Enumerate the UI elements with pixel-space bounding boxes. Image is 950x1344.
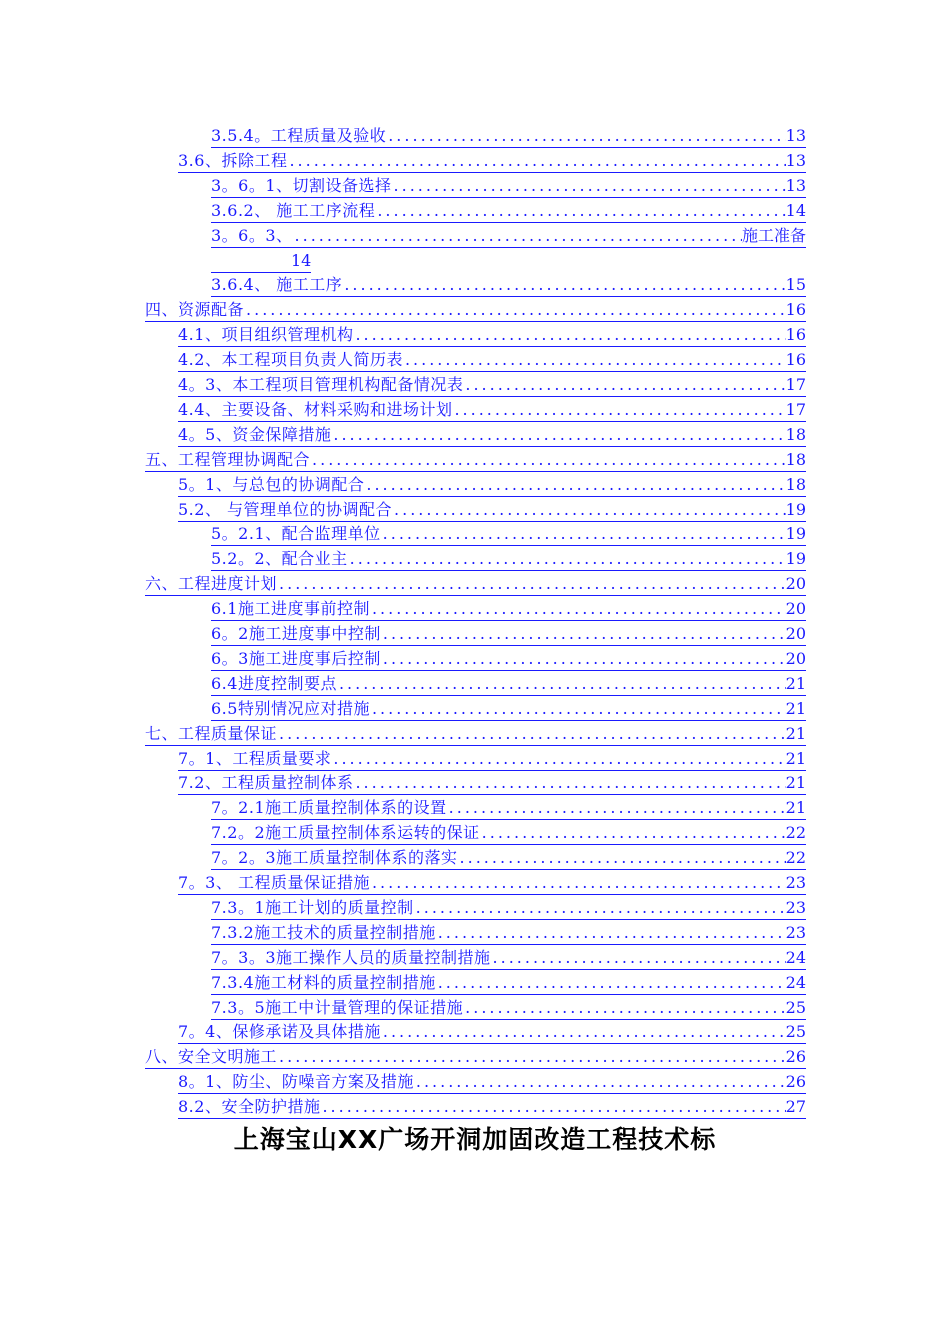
toc-page-number: 25	[785, 997, 806, 1017]
toc-entry-label-continuation: 施工准备	[741, 225, 806, 245]
toc-dot-leader	[370, 697, 786, 721]
toc-entry-label: 8.2、安全防护措施	[178, 1097, 321, 1117]
toc-page-number: 21	[785, 698, 806, 718]
toc-dot-leader	[463, 373, 785, 397]
toc-dot-leader	[381, 522, 786, 546]
toc-page-number: 24	[785, 972, 806, 992]
toc-dot-leader	[353, 771, 785, 795]
toc-page-number: 13	[785, 150, 806, 170]
toc-entry-label: 五、工程管理协调配合	[145, 449, 311, 469]
toc-entry-label: 六、工程进度计划	[145, 574, 278, 594]
toc-entry-label: 4.4、主要设备、材料采购和进场计划	[178, 399, 453, 419]
toc-dot-leader	[337, 672, 786, 696]
toc-entry[interactable]	[211, 971, 806, 995]
toc-entry-label: 3.5.4。工程质量及验收	[211, 126, 387, 145]
toc-page-number: 14	[785, 200, 806, 220]
toc-entry[interactable]	[178, 498, 806, 522]
toc-page-number: 20	[785, 624, 806, 643]
toc-entry[interactable]	[211, 622, 806, 646]
toc-entry[interactable]	[211, 597, 806, 621]
toc-dot-leader	[436, 971, 786, 995]
toc-dot-leader	[403, 348, 786, 372]
toc-entry-label: 6。3施工进度事后控制	[211, 648, 381, 668]
toc-entry[interactable]	[178, 149, 806, 173]
toc-entry[interactable]	[178, 373, 806, 397]
toc-dot-leader	[244, 298, 786, 322]
toc-entry-label: 7.2。2施工质量控制体系运转的保证	[211, 823, 480, 843]
toc-entry[interactable]	[211, 697, 806, 721]
toc-page-number: 23	[785, 922, 806, 942]
toc-dot-leader	[375, 199, 785, 223]
toc-entry-label: 7.2、工程质量控制体系	[178, 773, 354, 793]
toc-page-number: 17	[785, 375, 806, 394]
toc-dot-leader	[381, 622, 786, 646]
toc-page-number: 19	[785, 524, 806, 544]
toc-page-number: 27	[785, 1097, 806, 1117]
toc-dot-leader	[381, 1020, 786, 1044]
toc-dot-leader	[452, 398, 785, 422]
toc-page-number: 21	[785, 798, 806, 818]
toc-dot-leader	[463, 996, 786, 1020]
toc-entry[interactable]	[145, 1045, 806, 1069]
toc-entry-label: 6.1施工进度事前控制	[211, 599, 370, 619]
toc-entry[interactable]	[211, 996, 806, 1020]
toc-entry[interactable]	[178, 323, 806, 347]
toc-entry-label: 6.5特别情况应对措施	[211, 698, 370, 718]
toc-entry-label: 7。1、工程质量要求	[178, 748, 332, 768]
toc-dot-leader	[353, 323, 785, 347]
toc-dot-leader	[320, 1095, 785, 1119]
toc-dot-leader	[277, 722, 786, 746]
toc-page-number: 21	[785, 773, 806, 793]
toc-page-number: 13	[785, 126, 806, 145]
toc-entry[interactable]	[178, 348, 806, 372]
toc-dot-leader	[277, 572, 786, 596]
toc-entry[interactable]	[211, 124, 806, 148]
toc-dot-leader	[392, 498, 786, 522]
toc-dot-leader	[364, 473, 785, 497]
toc-entry[interactable]	[145, 572, 806, 596]
toc-page-number: 20	[785, 599, 806, 619]
toc-dot-leader	[480, 821, 786, 845]
toc-page-number: 22	[785, 848, 806, 868]
toc-dot-leader	[310, 448, 786, 472]
toc-entry[interactable]	[178, 871, 806, 895]
toc-page-number: 23	[785, 873, 806, 892]
toc-entry-label: 4.2、本工程项目负责人简历表	[178, 350, 403, 370]
toc-entry-label: 四、资源配备	[145, 300, 245, 320]
toc-page-number: 24	[785, 947, 806, 967]
toc-entry[interactable]	[211, 547, 806, 571]
toc-page-number: 22	[785, 823, 806, 843]
toc-entry-label: 4。5、资金保障措施	[178, 424, 332, 444]
toc-dot-leader	[293, 224, 742, 248]
toc-entry-wrapped-line[interactable]	[211, 249, 311, 273]
toc-entry[interactable]	[211, 672, 806, 696]
toc-entry[interactable]	[178, 747, 806, 771]
toc-dot-leader	[436, 921, 786, 945]
toc-page-number: 16	[785, 300, 806, 320]
toc-entry-label: 7。2。3施工质量控制体系的落实	[211, 848, 458, 868]
toc-dot-leader	[386, 124, 785, 148]
toc-entry-label: 7。4、保修承诺及具体措施	[178, 1022, 381, 1042]
toc-dot-leader	[348, 547, 786, 571]
toc-page-number: 18	[785, 449, 806, 469]
toc-entry[interactable]	[211, 921, 806, 945]
toc-dot-leader	[381, 647, 786, 671]
toc-entry-label: 7.3.4施工材料的质量控制措施	[211, 972, 436, 992]
toc-page-number: 15	[785, 275, 806, 295]
toc-page-number: 26	[785, 1047, 806, 1067]
toc-entry-label: 8。1、防尘、防噪音方案及措施	[178, 1072, 414, 1092]
document-title: 上海宝山XX广场开洞加固改造工程技术标	[233, 1125, 717, 1154]
toc-page-number: 16	[785, 350, 806, 370]
toc-dot-leader	[370, 597, 786, 621]
toc-page-number: 21	[785, 748, 806, 768]
toc-dot-leader	[447, 796, 786, 820]
toc-entry[interactable]	[145, 298, 806, 322]
toc-dot-leader	[458, 846, 786, 870]
toc-entry-label: 3.6、拆除工程	[178, 150, 288, 170]
toc-entry[interactable]	[211, 174, 806, 198]
toc-entry[interactable]	[178, 423, 806, 447]
toc-page-number: 19	[785, 499, 806, 519]
toc-entry[interactable]	[211, 647, 806, 671]
toc-entry-label: 3。6。3、	[211, 225, 293, 245]
toc-page-number: 18	[785, 474, 806, 494]
toc-entry[interactable]	[211, 273, 806, 297]
toc-page-number: 25	[785, 1022, 806, 1042]
toc-dot-leader	[331, 747, 785, 771]
toc-entry[interactable]	[178, 398, 806, 422]
toc-entry-label: 七、工程质量保证	[145, 723, 278, 743]
toc-entry-label: 4。3、本工程项目管理机构配备情况表	[178, 375, 464, 394]
toc-entry[interactable]	[145, 722, 806, 746]
toc-entry-label: 7.3。1施工计划的质量控制	[211, 897, 414, 917]
toc-entry-label: 7.3。5施工中计量管理的保证措施	[211, 997, 464, 1017]
toc-entry[interactable]	[211, 946, 806, 970]
toc-page-number: 20	[785, 648, 806, 668]
toc-entry-label: 6。2施工进度事中控制	[211, 624, 381, 643]
toc-entry[interactable]	[211, 522, 806, 546]
toc-page-number: 17	[785, 399, 806, 419]
toc-dot-leader	[331, 423, 785, 447]
toc-dot-leader	[414, 1070, 786, 1094]
toc-entry-label: 八、安全文明施工	[145, 1047, 278, 1067]
toc-page-number: 19	[785, 549, 806, 569]
toc-entry[interactable]	[145, 448, 806, 472]
toc-entry[interactable]	[178, 1095, 806, 1119]
toc-page-number: 21	[785, 673, 806, 693]
toc-dot-leader	[370, 871, 786, 895]
toc-entry[interactable]	[178, 1020, 806, 1044]
toc-page-number: 20	[785, 574, 806, 594]
toc-entry[interactable]	[211, 224, 806, 248]
toc-dot-leader	[392, 174, 786, 198]
toc-page-number: 18	[785, 424, 806, 444]
toc-entry-label: 3.6.4、 施工工序	[211, 275, 343, 295]
toc-dot-leader	[277, 1045, 786, 1069]
toc-entry[interactable]	[178, 473, 806, 497]
toc-page-number: 26	[785, 1072, 806, 1092]
toc-entry[interactable]	[211, 796, 806, 820]
toc-entry-label: 5.2、 与管理单位的协调配合	[178, 499, 393, 519]
toc-dot-leader	[491, 946, 786, 970]
toc-entry-label: 6.4进度控制要点	[211, 673, 337, 693]
toc-entry-label: 5。1、与总包的协调配合	[178, 474, 365, 494]
toc-page-number: 16	[785, 325, 806, 345]
toc-entry-label: 4.1、项目组织管理机构	[178, 325, 354, 345]
toc-entry-label: 7.3.2施工技术的质量控制措施	[211, 922, 436, 942]
toc-entry[interactable]	[211, 896, 806, 920]
toc-page-number: 23	[785, 897, 806, 917]
toc-page-number: 14	[291, 250, 311, 270]
toc-entry-label: 3。6。1、切割设备选择	[211, 175, 392, 195]
toc-entry-label: 7。3。3施工操作人员的质量控制措施	[211, 947, 491, 967]
toc-dot-leader	[414, 896, 786, 920]
toc-entry[interactable]	[211, 846, 806, 870]
toc-entry-label: 5。2.1、配合监理单位	[211, 524, 381, 544]
toc-entry-label: 3.6.2、 施工工序流程	[211, 200, 376, 220]
toc-entry[interactable]	[178, 771, 806, 795]
toc-page-number: 13	[785, 175, 806, 195]
toc-dot-leader	[287, 149, 785, 173]
toc-entry-label: 7。3、 工程质量保证措施	[178, 873, 370, 892]
toc-dot-leader	[342, 273, 785, 297]
toc-entry-label: 7。2.1施工质量控制体系的设置	[211, 798, 447, 818]
toc-entry[interactable]	[178, 1070, 806, 1094]
toc-entry[interactable]	[211, 199, 806, 223]
toc-entry[interactable]	[211, 821, 806, 845]
toc-entry-label: 5.2。2、配合业主	[211, 549, 348, 569]
toc-page-number: 21	[785, 723, 806, 743]
